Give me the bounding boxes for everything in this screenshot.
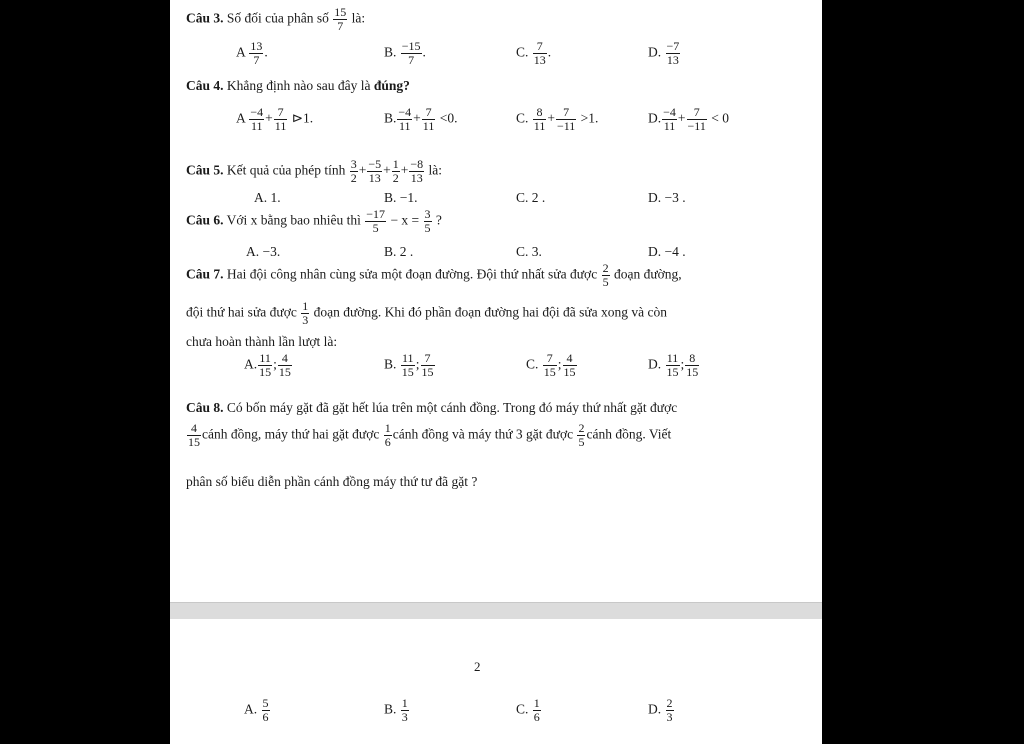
q7-line-2: đội thứ hai sửa được $\frac{1}{3}$ đoạn đường. Khi đó phần đoạn đường hai đội đã sửa xong và còn bbox=[186, 299, 667, 327]
q4-option-c: C. $\frac{8}{11}$ + $\frac{7}{-11}$ >1. bbox=[516, 105, 599, 133]
q8-option-d: D. $\frac{2}{3}$ bbox=[648, 696, 673, 724]
q8-option-c: C. $\frac{1}{6}$ bbox=[516, 696, 540, 724]
q7-option-a: A. $\frac{11}{15}$ ; $\frac{4}{15}$ bbox=[244, 351, 291, 379]
q8-line-2: $\frac{4}{15}$ cánh đồng, máy thứ hai gặt được $\frac{1}{6}$ cánh đồng và máy thứ 3 gặt được $\frac{2}{5}$ cánh đồng. Viết bbox=[188, 421, 672, 449]
document-page-1 bbox=[170, 0, 822, 602]
q3-option-c: C. $\frac{7}{13}$ . bbox=[516, 39, 552, 67]
page-number: 2 bbox=[474, 659, 481, 674]
document-page-2 bbox=[170, 619, 822, 744]
q6-option-d: D. −4 . bbox=[648, 244, 686, 259]
q8-option-a: A. $\frac{5}{6}$ bbox=[244, 696, 269, 724]
q3-option-b: B. $\frac{-15}{7}$ . bbox=[384, 39, 426, 67]
q8-line-3: phân số biểu diễn phần cánh đồng máy thứ tư đã gặt ? bbox=[186, 474, 478, 489]
q4-option-d: D. $\frac{-4}{11}$ + $\frac{7}{-11}$ < 0 bbox=[648, 105, 729, 133]
q5-option-a: A. 1. bbox=[254, 190, 281, 205]
q3-option-d: D. $\frac{-7}{13}$ bbox=[648, 39, 680, 67]
q5-option-b: B. −1. bbox=[384, 190, 418, 205]
q7-option-d: D. $\frac{11}{15}$ ; $\frac{8}{15}$ bbox=[648, 351, 699, 379]
q4-option-b: B. $\frac{-4}{11}$ + $\frac{7}{11}$ <0. bbox=[384, 105, 458, 133]
q8-line-1: Câu 8. Có bốn máy gặt đã gặt hết lúa trên một cánh đồng. Trong đó máy thứ nhất gặt được bbox=[186, 400, 678, 415]
q6-stem: Câu 6. Với x bằng bao nhiêu thì $\frac{-17}{5}$ − x = $\frac{3}{5}$ ? bbox=[186, 207, 442, 235]
q6-option-c: C. 3. bbox=[516, 244, 542, 259]
q4-stem: Câu 4. Khẳng định nào sau đây là đúng? bbox=[186, 78, 410, 93]
q3-option-a: A $\frac{13}{7}$ . bbox=[236, 39, 268, 67]
q5-option-d: D. −3 . bbox=[648, 190, 686, 205]
q6-option-b: B. 2 . bbox=[384, 244, 414, 259]
q4-option-a: A $\frac{-4}{11}$ + $\frac{7}{11}$ ⊳1. bbox=[236, 105, 314, 133]
q7-line-3: chưa hoàn thành lần lượt là: bbox=[186, 334, 338, 349]
q3-stem: Câu 3. Số đối của phân số $\frac{15}{7}$ là: bbox=[186, 5, 366, 33]
q7-option-b: B. $\frac{11}{15}$ ; $\frac{7}{15}$ bbox=[384, 351, 434, 379]
fraction: $\frac{15}{7}$ bbox=[334, 5, 347, 33]
q5-stem: Câu 5. Kết quả của phép tính $\frac{3}{2}$ + $\frac{-5}{13}$ + $\frac{1}{2}$ + $\frac{-8}{13}$ là: bbox=[186, 157, 443, 185]
q7-option-c: C. $\frac{7}{15}$ ; $\frac{4}{15}$ bbox=[526, 351, 576, 379]
q6-option-a: A. −3. bbox=[246, 244, 281, 259]
q5-option-c: C. 2 . bbox=[516, 190, 546, 205]
q8-option-b: B. $\frac{1}{3}$ bbox=[384, 696, 408, 724]
q7-line-1: Câu 7. Hai đội công nhân cùng sửa một đoạn đường. Đội thứ nhất sửa được $\frac{2}{5}$ đoạn đường, bbox=[186, 261, 682, 289]
page-separator bbox=[170, 602, 822, 620]
